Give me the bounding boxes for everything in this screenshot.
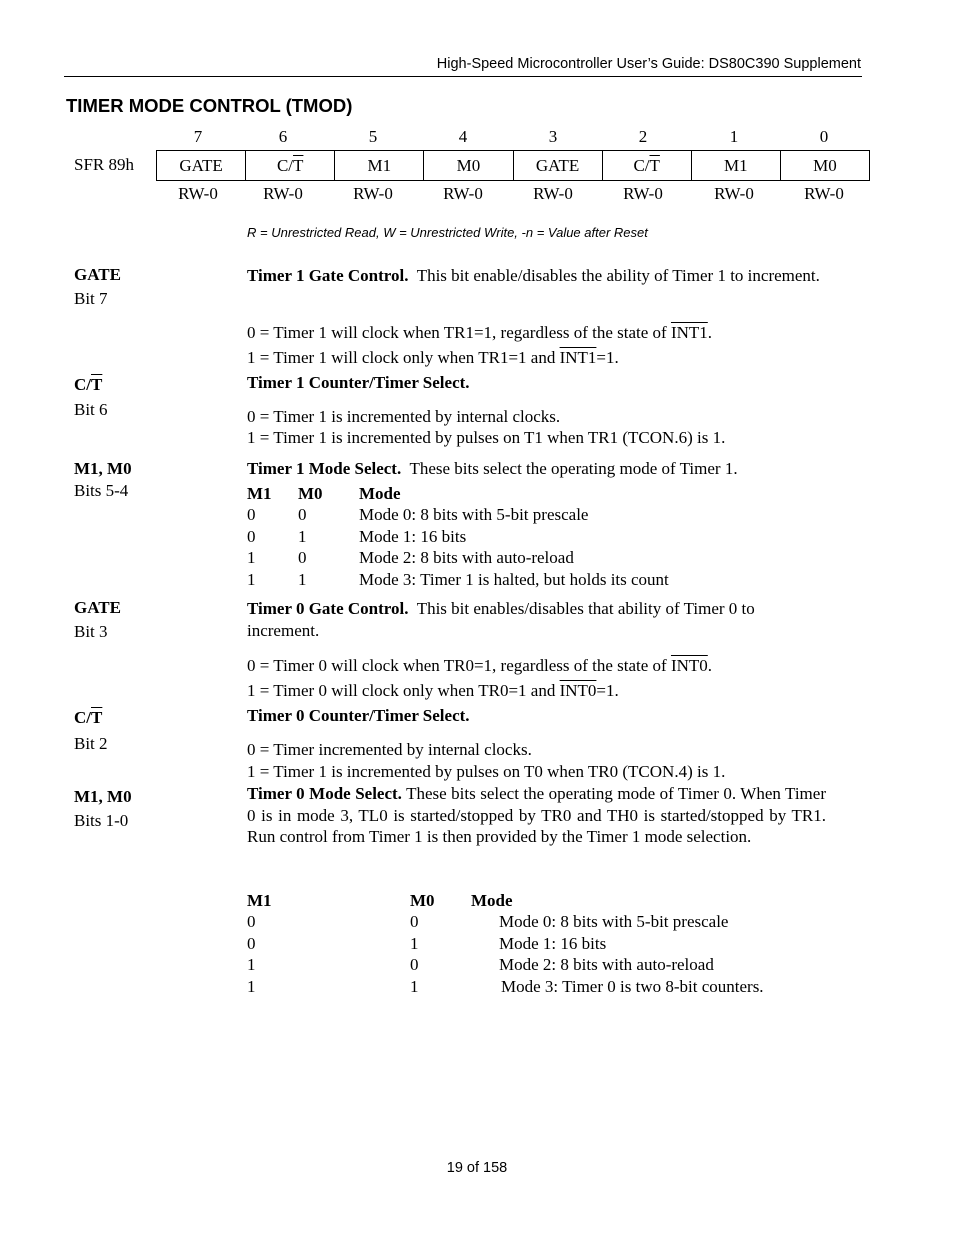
mode-table-cell: 0 [247, 505, 256, 524]
field-heading: Timer 0 Counter/Timer Select. [247, 706, 470, 725]
field-description: Timer 0 Gate Control. This bit enables/disables that ability of Timer 0 to increment. [247, 599, 755, 640]
field-description: Timer 1 Gate Control. This bit enable/disables the ability of Timer 1 to increment. [247, 266, 820, 285]
field-value-line: 0 = Timer 0 will clock when TR0=1, regardless of the state of INT0. [247, 656, 713, 675]
bit-number: 4 [458, 127, 468, 146]
register-cell: $C/\overline{T}$ [245, 151, 334, 180]
field-value-line: 1 = Timer 1 is incremented by pulses on T1 when TR1 (TCON.6) is 1. [247, 428, 726, 447]
field-bit: Bit 2 [74, 734, 108, 753]
field-name: M1, M0 [74, 787, 132, 806]
field-value-line: 1 = Timer 1 is incremented by pulses on T0 when TR0 (TCON.4) is 1. [247, 762, 726, 781]
access-type: RW-0 [443, 184, 483, 203]
access-legend: R = Unrestricted Read, W = Unrestricted Write, -n = Value after Reset [247, 225, 648, 240]
bit-number: 6 [278, 127, 288, 146]
field-name: M1, M0 [74, 459, 132, 478]
register-cell: M1 [691, 151, 780, 180]
field-value-line: 1 = Timer 0 will clock only when TR0=1 and INT0=1. [247, 681, 619, 700]
mode-table-header: M0 [410, 891, 435, 910]
access-type: RW-0 [804, 184, 844, 203]
mode-table-cell: 1 [247, 977, 256, 996]
mode-table-header: Mode [359, 484, 401, 503]
bit-number: 5 [368, 127, 378, 146]
mode-table-cell: 0 [247, 934, 256, 953]
field-name: $C/\overline{T}$ [74, 708, 103, 727]
register-cell: M0 [780, 151, 869, 180]
field-value-line: 0 = Timer 1 is incremented by internal clocks. [247, 407, 561, 426]
mode-table-cell: Mode 2: 8 bits with auto-reload [499, 955, 714, 974]
mode-table-cell: 1 [298, 527, 307, 546]
field-description: Timer 1 Mode Select. These bits select the operating mode of Timer 1. [247, 459, 738, 478]
mode-table-header: M1 [247, 484, 272, 503]
mode-table-cell: 1 [247, 955, 256, 974]
bit-number: 0 [819, 127, 829, 146]
register-cell: M1 [334, 151, 423, 180]
register-cell: GATE [179, 156, 223, 175]
field-bit: Bit 6 [74, 400, 108, 419]
bit-number: 1 [729, 127, 739, 146]
mode-table-cell: Mode 0: 8 bits with 5-bit prescale [499, 912, 729, 931]
field-name: GATE [74, 598, 121, 617]
running-header: High-Speed Microcontroller User’s Guide: DS80C390 Supplement [436, 56, 861, 72]
mode-table-cell: 0 [298, 505, 307, 524]
mode-table-cell: 1 [410, 934, 419, 953]
field-value-line: 0 = Timer incremented by internal clocks. [247, 740, 532, 759]
field-description: Timer 0 Mode Select. These bits select the operating mode of Timer 0. When Timer 0 is in mode 3, TL0 is started/stopped by TR0 and TH0 is started/stopped by TR1. Run control from Timer 1 is then provided by the Timer 1 mode selection. [247, 784, 826, 846]
mode-table-cell: Mode 1: 16 bits [359, 527, 467, 546]
mode-table-cell: Mode 0: 8 bits with 5-bit prescale [359, 505, 589, 524]
field-name: GATE [74, 265, 121, 284]
mode-table-cell: 1 [298, 570, 307, 589]
page-number: 19 of 158 [446, 1160, 508, 1176]
mode-table-cell: Mode 1: 16 bits [499, 934, 607, 953]
mode-table-header: M1 [247, 891, 272, 910]
access-type: RW-0 [714, 184, 754, 203]
register-bitfield [156, 150, 870, 181]
mode-table-cell: Mode 3: Timer 1 is halted, but holds its count [359, 570, 669, 589]
mode-table-header: Mode [471, 891, 513, 910]
mode-table-cell: Mode 2: 8 bits with auto-reload [359, 548, 574, 567]
access-type: RW-0 [263, 184, 303, 203]
bit-number: 7 [193, 127, 203, 146]
section-title: TIMER MODE CONTROL (TMOD) [66, 95, 353, 116]
bit-number: 2 [638, 127, 648, 146]
mode-table-cell: Mode 3: Timer 0 is two 8-bit counters. [501, 977, 764, 996]
bit-number: 3 [548, 127, 558, 146]
access-type: RW-0 [533, 184, 573, 203]
mode-table-cell: 1 [247, 570, 256, 589]
mode-table-cell: 1 [247, 548, 256, 567]
register-cell: GATE [513, 151, 602, 180]
field-value-line: 1 = Timer 1 will clock only when TR1=1 and INT1=1. [247, 348, 619, 367]
access-type: RW-0 [353, 184, 393, 203]
field-bit: Bit 3 [74, 622, 108, 641]
register-cell: $C/\overline{T}$ [602, 151, 691, 180]
mode-table-cell: 1 [410, 977, 419, 996]
field-bit: Bit 7 [74, 289, 108, 308]
field-heading: Timer 1 Counter/Timer Select. [247, 373, 470, 392]
access-type: RW-0 [178, 184, 218, 203]
mode-table-cell: 0 [410, 912, 419, 931]
sfr-address-label: SFR 89h [74, 155, 134, 174]
header-rule [64, 76, 862, 77]
field-name: $C/\overline{T}$ [74, 375, 103, 394]
mode-table-cell: 0 [247, 912, 256, 931]
access-type: RW-0 [623, 184, 663, 203]
field-bit: Bits 1-0 [74, 811, 129, 830]
mode-table-cell: 0 [298, 548, 307, 567]
mode-table-cell: 0 [247, 527, 256, 546]
register-cell: M0 [423, 151, 512, 180]
mode-table-header: M0 [298, 484, 323, 503]
mode-table-cell: 0 [410, 955, 419, 974]
field-bit: Bits 5-4 [74, 481, 129, 500]
field-value-line: 0 = Timer 1 will clock when TR1=1, regardless of the state of INT1. [247, 323, 713, 342]
